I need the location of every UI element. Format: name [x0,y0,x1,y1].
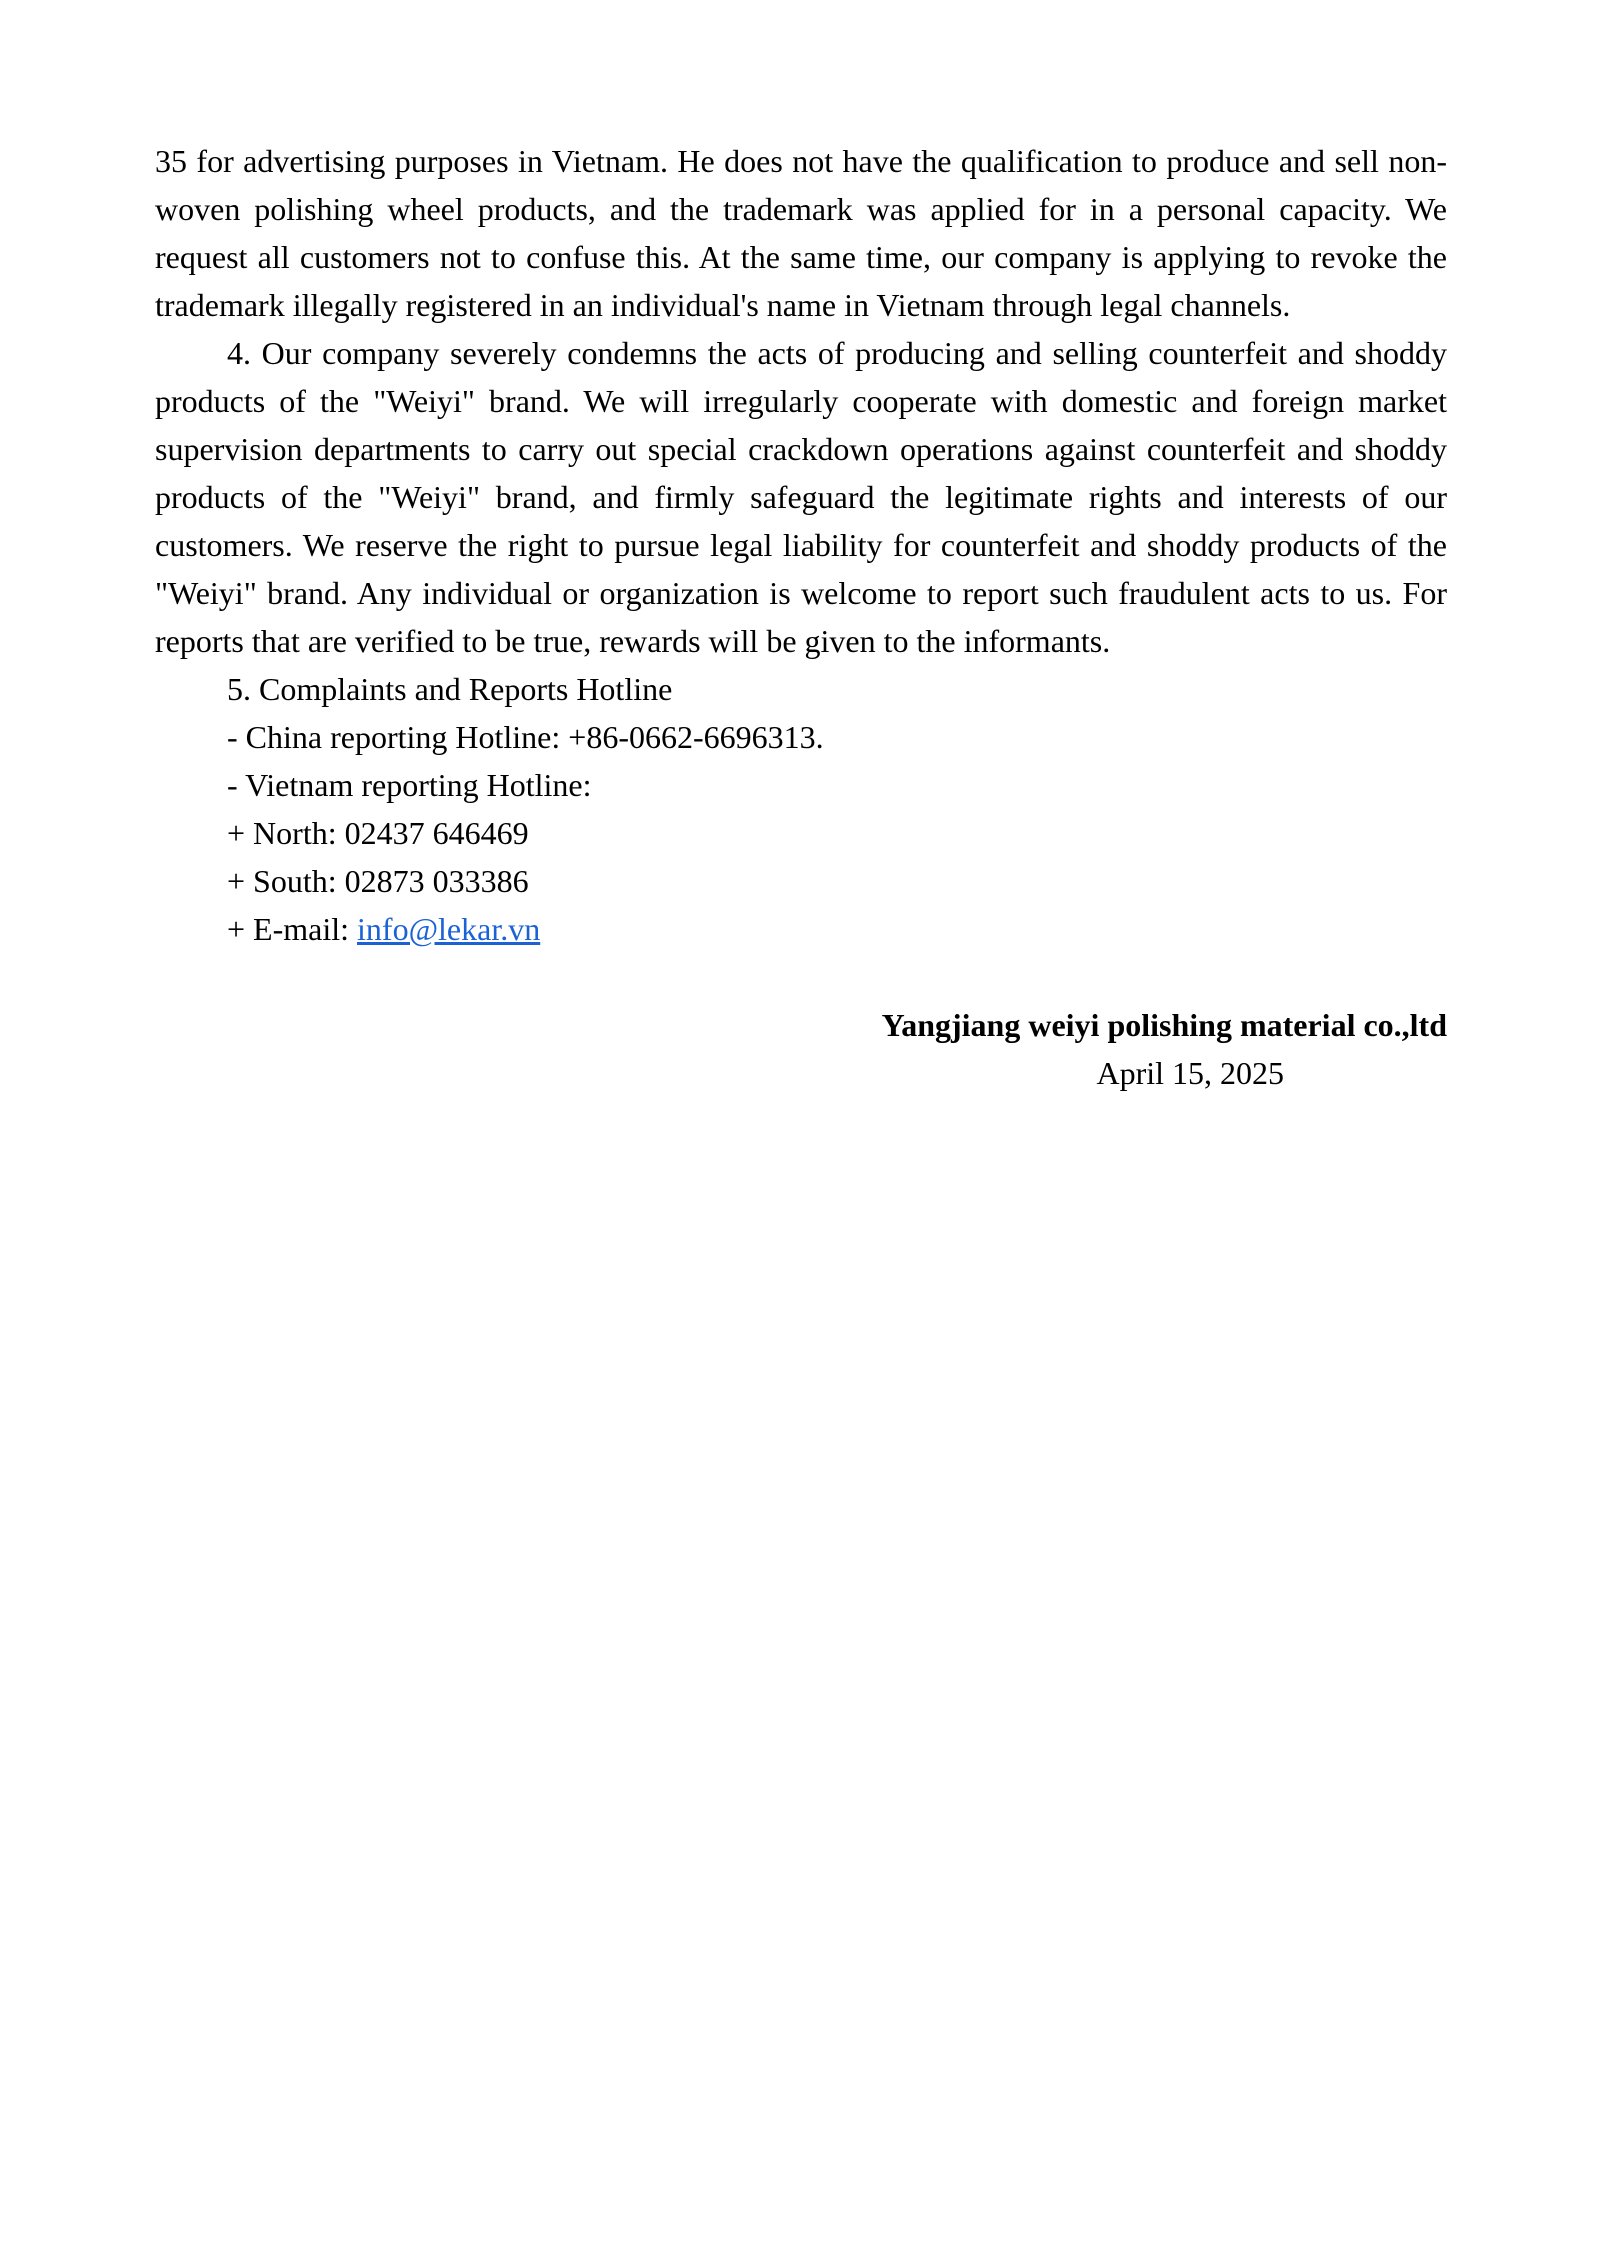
email-label: + E-mail: [227,911,358,947]
vietnam-hotline-line: - Vietnam reporting Hotline: [227,767,592,803]
paragraph-item-4: 4. Our company severely condemns the acts of producing and selling counterfeit and shoddy products of the "Weiyi" brand. We will irregularly cooperate with domestic and foreign market supervision departments to carry out special crackdown operations against counterfeit and shoddy products of the "Weiyi" brand, and firmly safeguard the legitimate rights and interests of our customers. We reserve the right to pursue legal liability for counterfeit and shoddy products of the "Weiyi" brand. Any individual or organization is welcome to report such fraudulent acts to us. For reports that are verified to be true, rewards will be given to the informants. [155,335,1447,659]
hotline-heading: 5. Complaints and Reports Hotline [227,671,673,707]
paragraph-continuation: 35 for advertising purposes in Vietnam. He does not have the qualification to produce and sell non-woven polishing wheel products, and the trademark was applied for in a personal capacity. We request all customers not to confuse this. At the same time, our company is applying to revoke the trademark illegally registered in an individual's name in Vietnam through legal channels. [155,143,1447,323]
signature-date: April 15, 2025 [1096,1055,1284,1091]
north-hotline-line: + North: 02437 646469 [227,815,529,851]
signature-block [155,1001,1447,1097]
signature-company-name: Yangjiang weiyi polishing material co.,ltd [881,1007,1447,1043]
document-content [155,137,1447,1097]
email-link[interactable]: info@lekar.vn [357,911,541,947]
email-line [155,905,1447,953]
china-hotline-line: - China reporting Hotline: +86-0662-6696313. [227,719,824,755]
south-hotline-line: + South: 02873 033386 [227,863,529,899]
